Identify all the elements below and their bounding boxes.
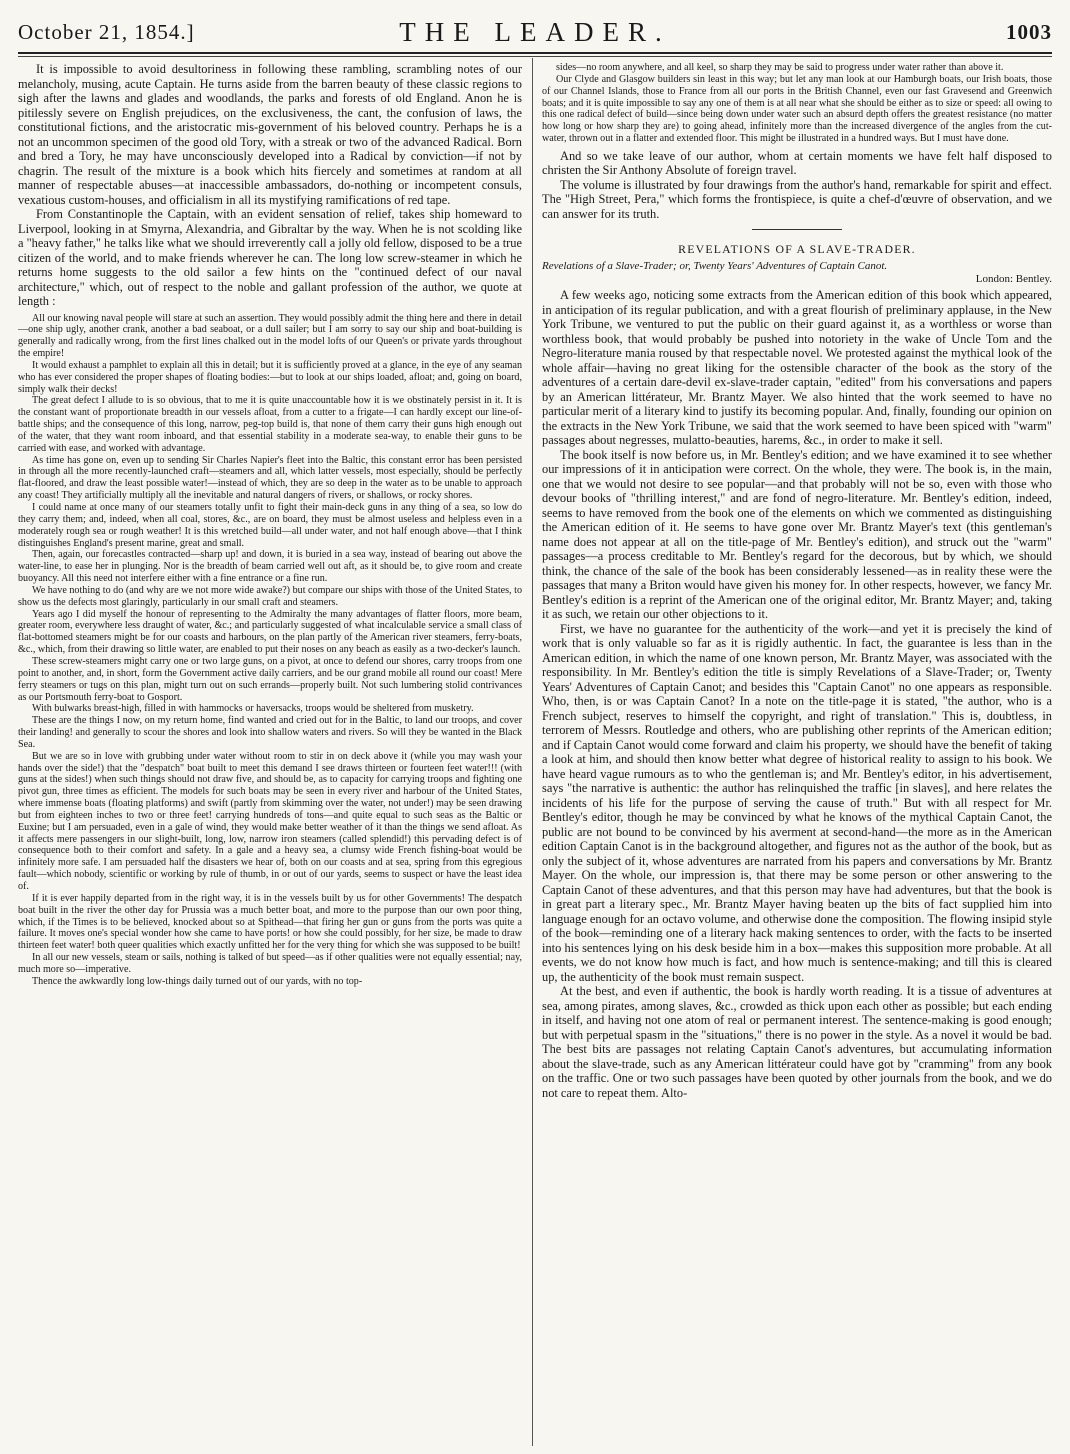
quoted-paragraph: Years ago I did myself the honour of representing to the Admiralty the many advantages of flatter floors, more beam, greater room, everywhere less draught of water, &c.; and particularly suggested of what incalculable service a small class of flat-bottomed steamers might be for our coasts and harbours, on the plan partly of the American river steamers, ferry-boats, &c., which, from their drawing so little water, are enabled to put their noses on any beach as easily as a two-decker's launch.	[18, 608, 522, 656]
review-paragraph: The volume is illustrated by four drawings from the author's hand, remarkable for spirit and effect. The "High Street, Pera," which forms the frontispiece, is quite a chef-d'œuvre of observation, and we can answer for its truth.	[542, 177, 1052, 221]
book-citation: Revelations of a Slave-Trader; or, Twenty Years' Adventures of Captain Canot.	[542, 260, 888, 273]
quoted-paragraph: Our Clyde and Glasgow builders sin least in this way; but let any man look at our Hamburgh boats, our Irish boats, those of our Channel Islands, those to France from all our ports in the British Channel, even our fast Gravesend and Greenwich boats; and it is quite impossible to say any one of them is at all near what she should be either as to size or speed: all owing to this one radical defect of build—since being down under water such an absurd depth offers the greatest resistance (no matter how long or how sharp they are) to going ahead, infinitely more than the increased divergence of the angles from the cut-water, thrown out in a flatter and extended floor. This might be illustrated in a hundred ways. But I must have done.	[542, 73, 1052, 145]
article-paragraph: A few weeks ago, noticing some extracts from the American edition of this book which appeared, in anticipation of its regular publication, and with a great flourish of preliminary applause, in the New York Tribune, we ventured to put the public on their guard against it, as a worthless or worse than worthless book, that would probably be pushed into notoriety in the wake of Uncle Tom and the Negro-literature mania roused by that respectable novel. We protested against the mythical look of the whole affair—having no great liking for the ostensible character of the book as the story of the adventures of a certain dare-devil ex-slave-trader captain, "edited" from his conversations and papers by an American littérateur, Mr. Brantz Mayer. We also hinted that the work seemed to have no particular merit of a literary kind to justify its becoming popular. And, finally, founding our opinion on the extracts in the New York Tribune, we said that the work seemed to have been spiced with "warm" passages about negresses, mulatto-beauties, harems, &c., in order to make it sell.	[542, 288, 1052, 448]
right-column	[542, 62, 1052, 1446]
masthead-rule-thin	[18, 56, 1052, 57]
quoted-paragraph: In all our new vessels, steam or sails, nothing is talked of but speed—as if other qualities were not equally essential; nay, much more so—imperative.	[18, 952, 522, 975]
article-paragraph: First, we have no guarantee for the authenticity of the work—and yet it is precisely the kind of work that is only valuable so far as it is rigidly authentic. In fact, the guarantee is less than in the American edition, in which the name of one known person, Mr. Brantz Mayer, was associated with the responsibility. In Mr. Bentley's edition the title is simply Revelations of a Slave-Trader; or, Twenty Years' Adventures of Captain Canot; and besides this "Captain Canot" no one appears as responsible. Who, then, is or was Captain Canot? In a note on the title-page it is stated, "the author, who is a French subject, reserves to himself the copyright, and right of translation." This is, doubtless, in terrorem of Messrs. Routledge and others, who are publishing other reprints of the American edition; and if Captain Canot would come forward and claim his property, we should have the benefit of taking a look at him, and should then know better what degree of historical reality to assign to his book. We have heard vague rumours as to who the gentleman is; and Mr. Bentley's editor, in his advertisement, says "the narrative is authentic: the author has relinquished the traffic [in slaves], and here relates the incidents of his life for the purpose of serving the cause of truth." But with all respect for Mr. Bentley's editor, though he may be convinced by what he knows of the mythical Captain Canot, the public are not bound to be convinced by his averment at second-hand—the more as in the American edition Captain Canot is in the background altogether, and figures not as the author of the book, but as only the subject of it, whose adventures are narrated from his papers and conversations by Mr. Brantz Mayer. On the whole, our impression is, that there may be some person or other answering to the Captain Canot of these adventures, and that this person may have had adventures, but that the book is in great part a literary spec., Mr. Brantz Mayer having beaten up the bits of fact supplied him into language enough for an octavo volume, and otherwise done the composition. The flowing insipid style of the book—reminding one of a literary hack making sentences to order, with the facts to be inserted into his sentences lying on his desk beside him in a box—makes this supposition more probable. At all events, we do not know how much is fact, and how much is sentence-making; and till this is cleared up, the authenticity of the book must remain suspect.	[542, 621, 1052, 984]
review-paragraph: It is impossible to avoid desultoriness in following these rambling, scrambling notes of our melancholy, musing, acute Captain. He turns aside from the barren beauty of these classic regions to sigh after the lawns and glades and woodlands, the parks and forests of old England. Anon he is pitilessly severe on English prejudices, on the exclusiveness, the cant, the confusion of laws, the constitutional fictions, and the aristocratic mis-government of his beloved country. Perhaps he is a not an uncommon specimen of the good old Tory, with a streak or two of the advanced Radical. Born and bred a Tory, he may have unconsciously developed into a Radical by conviction—if not by chagrin. The result of the mixture is a book which hits fiercely and sometimes at random at all manner of respectable abuses—at inaccessible ambassadors, do-nothing or incompetent consuls, vexatious custom-houses, and officialism in all its mystifying ramifications of red tape.	[18, 62, 522, 207]
quoted-paragraph: These screw-steamers might carry one or two large guns, on a pivot, at once to defend our shores, carry troops from one point to another, and, in short, form the Government active daily carriers, and be our grand mobile all round our coast! Mere ferry steamers or tugs on this plan, might turn out on such errands—properly built. Not such lumbering stolid contrivances as our Portsmouth ferry-boat to Gosport.	[18, 655, 522, 703]
page-number: 1003	[1006, 20, 1052, 44]
masthead	[18, 14, 1052, 48]
quoted-paragraph: But we are so in love with grubbing under water without room to stir in on deck above it (while you may wash your hands over the side!) that the "despatch" boat built to meet this demand I see draws thirteen or fourteen feet water!!! (with guns at the sides!) when such things should not draw five, and should be, as to capacity for carrying troops and fighting one pivot gun, three times as efficient. The models for such boats may be seen in every river and harbour of the United States, where immense boats (floating platforms) and swift (partly from skimming over the water, not under!) may be seen drawing but from eighteen inches to two or three feet! carrying hundreds of tons—and quite equal to such seas as the Baltic or Euxine; but I am persuaded, even in a gale of wind, they would make better weather of it than the things we send afloat. As it affects mere passengers in our slight-built, long, low, narrow iron steamers (called splendid!) this pervading defect is of consequence both to their comfort and safety. In a gale and a heavy sea, a clumsy wide French fishing-boat would be infinitely more safe. I am persuaded half the disasters we hear of, both on our coasts and at sea, spring from this egregious fault—which nobody, scientific or working by rule of thumb, in or out of our yards, seems to suspect or have the least idea of.	[18, 750, 522, 892]
quoted-paragraph: If it is ever happily departed from in the right way, it is in the vessels built by us for other Governments! The despatch boat built in the river the other day for Prussia was a much better boat, and more to the purpose than our own poor thing, which, if the Times is to be believed, knocked about so at Spithead—that firing her gun or guns from the ports was quite a failure. It moves one's special wonder how she came to have ports! or how she could possibly, for her size, be made to draw thirteen feet water! both queer qualities which exactly unfitted her for the very thing for which she was supposed to be built!	[18, 892, 522, 952]
quoted-paragraph: It would exhaust a pamphlet to explain all this in detail; but it is sufficiently proved at a glance, in the eye of any seaman who has ever considered the proper shapes of floating bodies:—but to look at our ships loaded, afloat; and, going on board, simply walk their decks!	[18, 359, 522, 395]
quoted-paragraph: The great defect I allude to is so obvious, that to me it is quite unaccountable how it is we obstinately persist in it. It is the constant want of proportionate breadth in our vessels afloat, from a cutter to a frigate—I can hardly except our line-of-battle ships; and the consequence of this long, narrow, peg-top build is, that none of them carry their guns high enough out of the water, that they want room inboard, and that essential stability in a moderate sea-way, to enable their guns to be carried with ease, and worked with advantage.	[18, 395, 522, 454]
quoted-paragraph: With bulwarks breast-high, filled in with hammocks or haversacks, troops would be sheltered from musketry.	[32, 703, 474, 715]
issue-date: October 21, 1854.]	[18, 20, 195, 44]
article-heading: REVELATIONS OF A SLAVE-TRADER.	[678, 242, 916, 257]
quoted-paragraph: These are the things I now, on my return home, find wanted and cried out for in the Baltic, to land our troops, and cover their landing! and generally to scour the shores and look into shallow waters and rivers. So will they be wanted in the Black Sea.	[18, 715, 522, 750]
publication-title: THE LEADER.	[399, 17, 671, 47]
quoted-paragraph: I could name at once many of our steamers totally unfit to fight their main-deck guns in any thing of a sea, so low do they carry them; and, indeed, when all coal, stores, &c., are on board, they must be almost useless and helpless even in a moderately rough sea or rough weather! It is this wretched build—all under water, and not half enough above—that I think distinguishes England's present marine, great and small.	[18, 502, 522, 549]
quoted-paragraph: As time has gone on, even up to sending Sir Charles Napier's fleet into the Baltic, this constant error has been persisted in through all the more recently-launched craft—steamers and all, which latter vessels, most especially, should be perfectly flat-floored, and draw the least possible water!—instead of which, they are so deep in the water as to be unable to approach any coast! They artificially multiply all the inevitable and natural dangers of rivers, or shallows, or rocky shores.	[18, 454, 522, 502]
quoted-paragraph: Thence the awkwardly long low-things daily turned out of our yards, with no top-	[32, 975, 363, 987]
quoted-paragraph: We have nothing to do (and why are we not more wide awake?) but compare our ships with those of the United States, to show us the defects most glaringly, particularly in our small craft and steamers.	[18, 584, 522, 608]
article-paragraph: At the best, and even if authentic, the book is hardly worth reading. It is a tissue of adventures at sea, among pirates, among slaves, &c., crowded as thick upon each other as possible; but each ending in itself, and having not one atom of real or permanent interest. The sentence-making is good enough; but with perpetual spasm in the "situations," there is no power in the style. As a novel it would be bad. The best bits are passages not relating Captain Canot's adventures, but accumulating information about the slave-trade, such as any American littérateur could have got by "cramming" from any book on the traffic. One or two such passages have been quoted by other journals from the book, and we do not care to repeat them. Alto-	[542, 984, 1052, 1100]
section-divider	[752, 229, 842, 230]
article-paragraph: The book itself is now before us, in Mr. Bentley's edition; and we have examined it to see whether our impressions of it in anticipation were correct. On the whole, they were. The book is, in the main, one that we would not desire to see popular—and that probably will not be so, even with those who devour books of "thrilling interest," and are fond of negro-literature. Mr. Bentley's edition, indeed, seems to have removed from the book one of the elements on which we commented as distinguishing the American edition of it. He seems to have gone over Mr. Brantz Mayer's text (this gentleman's name does not appear at all on the title-page of Mr. Bentley's edition), and struck out the "warm" passages—a process creditable to Mr. Bentley's regard for the decorous, but by which, we should think, the chance of the sale of the book has been considerably lessened—as in reality these were the passages that many a Briton would have given his money for. In other respects, however, we fancy Mr. Bentley's edition is a reprint of the American one of the original editor, Mr. Brantz Mayer; and, taking it as such, we retain our other objections to it.	[542, 447, 1052, 622]
left-column	[18, 62, 522, 1446]
quoted-paragraph: All our knowing naval people will stare at such an assertion. They would possibly admit the thing here and there in detail—one ship ugly, another crank, another a bad seaboat, or a dull sailer; but I am sorry to say our ship and boat-building is generally and radically wrong, from the first lines chalked out in the model lofts of our Queen's or private yards throughout the empire!	[18, 312, 522, 360]
quoted-paragraph: sides—no room anywhere, and all keel, so sharp they may be said to progress under water rather than above it.	[556, 62, 1004, 73]
review-paragraph: And so we take leave of our author, whom at certain moments we have felt half disposed to christen the Sir Anthony Absolute of foreign travel.	[542, 148, 1052, 178]
publisher-line: London: Bentley.	[975, 273, 1052, 286]
review-paragraph: From Constantinople the Captain, with an evident sensation of relief, takes ship homeward to Liverpool, looking in at Smyrna, Alexandria, and Gibraltar by the way. When he is not scolding like a "heavy father," he talks like what we should irreverently call a jolly old fellow, disposed to be a true citizen of the world, and to make friends wherever he can. The long low screw-steamer in which he returns home suggests to the old sailor a few hints on the "continued defect of our naval architecture," which, out of respect to the noble and gallant profession of the author, we quote at length :	[18, 207, 522, 308]
masthead-rule	[18, 52, 1052, 54]
column-divider	[532, 58, 533, 1446]
quoted-paragraph: Then, again, our forecastles contracted—sharp up! and down, it is buried in a sea way, instead of bearing out above the water-line, to ease her in plunging. Nor is the breadth of beam carried well out aft, as it should be, to give room and create buoyancy. All this need not interfere either with a fine entrance or a fine run.	[18, 549, 522, 585]
